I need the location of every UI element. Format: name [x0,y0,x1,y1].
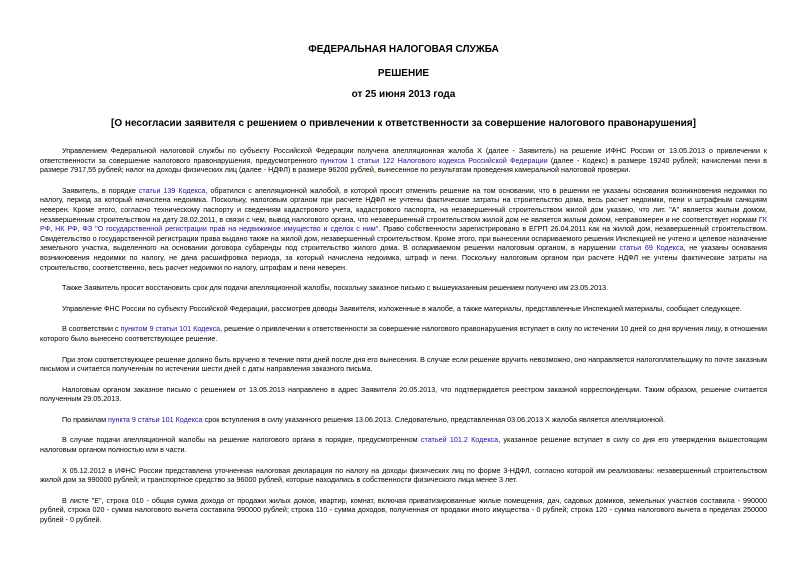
text-run: , решение о привлечении к ответственности за совершение налогового правонарушения вступает в силу по истечении 10 дней со дня вручения лицу, в отношении которого было вынесено соответствующее решение. [40,324,767,343]
text-run: В листе "Е", строка 010 - общая сумма дохода от продажи жилых домов, квартир, комнат, включая приватизированные жилые помещения, дач, садовых домиков, земельных участков составила - 990000 рублей, строка 020 - сумма налогового вычета составила 990000 рублей; строка 110 - сумма доходов, полученная от продажи иного имущества - 0 рублей; строка 120 - сумма налогового вычета в пределах 250000 рублей - 0 рублей. [40,495,767,525]
doc-subject: [О несогласии заявителя с решением о привлечении к ответственности за совершение налогового правонарушения] [111,118,696,129]
org-title: ФЕДЕРАЛЬНАЯ НАЛОГОВАЯ СЛУЖБА [308,44,499,55]
text-run: Управление ФНС России по субъекту Российской Федерации, рассмотрев доводы Заявителя, изложенные в жалобе, а также материалы, представленные Инспекцией материалы, сообщает следующее. [62,303,742,313]
paragraph-5 [40,324,767,343]
paragraph-2 [40,186,767,272]
text-run: срок вступления в силу указанного решения 13.06.2013. Следовательно, представленная 03.06.2013 Х жалоба является апелляционной. [202,414,666,424]
text-run: , [77,224,83,234]
text-run: В соответствии с [62,324,121,334]
text-run: Также Заявитель просит восстановить срок для подачи апелляционной жалобы, поскольку заказное письмо с вышеуказанным решением получено им 23.05.2013. [62,283,609,293]
link-gk-rf[interactable]: ГК РФ [40,214,767,234]
doc-date: от 25 июня 2013 года [351,89,456,100]
text-run: , обратился с апелляционной жалобой, в которой просит отменить решение на том основании, что в решении не указаны основания возникновения недоимки по налогу, период за который начислена недоимка. Поскольку, налоговым органом при расчете НДФЛ не учтены фактические затраты на строительство дома, весь расчет недоимки, пени и штрафным санкциям неверен. Кроме этого, согласно техническому паспорту и сведениям кадастрового учета, кадастрового паспорта, на незавершенный строительством жилой дом указано, что лит. "А" является жилым домом, незавершенным строительством на дату 28.02.2011, в связи с чем, вывод налогового органа, что незавершенный строительством жилой дом не является жилым домом, неправомерен и не соответствует нормам [40,185,767,224]
text-run: Управлением Федеральной налоговой службы по субъекту Российской Федерации получена апелляционная жалоба Х (далее - Заявитель) на решение ИФНС России от 13.05.2013 о привлечении к ответственности за совершение налогового правонарушения, предусмотренного [40,146,767,165]
paragraph-6 [40,355,767,374]
paragraph-10 [40,466,767,485]
link-article-101-p9[interactable]: пунктом 9 статьи 101 Кодекса [120,324,221,334]
doc-type: РЕШЕНИЕ [377,68,430,79]
text-run: (далее - Кодекс) в размере 19240 рублей; начислении пени в размере 7917,55 рублей; налог на доходы физических лиц (далее - НДФЛ) в размере 96200 рублей, вынесенное по результатам проведения камеральной налоговой проверки. [40,155,767,175]
text-run: Налоговым органом заказное письмо с решением от 13.05.2013 направлено в адрес Заявителя 20.05.2013, что подтверждается реестром заказной корреспонденции. Таким образом, решение считается полученным 29.05.2013. [40,384,767,404]
text-run: , [50,224,56,234]
paragraph-7 [40,385,767,404]
link-article-101-p9-b[interactable]: пункта 9 статьи 101 Кодекса [108,414,203,424]
document-body [40,146,767,536]
link-article-139[interactable]: статьи 139 Кодекса [138,185,206,195]
text-run: , указанное решение вступает в силу со дня его утверждения вышестоящим налоговым органом полностью или в части. [40,435,768,455]
paragraph-3 [40,283,767,293]
paragraph-1 [40,146,767,175]
text-run: . Право собственности зарегистрировано в ЕГРП 26.04.2011 как на жилой дом, незавершенный строительством. Свидетельство о государственной регистрации права выдано также на жилой дом, незавершенный строительством. Кроме этого, при вынесении оспариваемого решения Инспекцией не учтено и целевое назначение земельного участка, выделенного на основании договора субаренды под строительство жилого дома. В оспариваемом решении налоговым органом, в нарушении [40,224,768,253]
paragraph-11 [40,496,767,525]
text-run: При этом соответствующее решение должно быть вручено в течение пяти дней после дня его вынесения. В случае если решение вручить невозможно, оно направляется налогоплательщику по почте заказным письмом и считается полученным по истечении шести дней с даты направления заказного письма. [40,354,767,374]
link-article-101-2[interactable]: статьей 101.2 Кодекса [420,435,499,445]
text-run: Х 05.12.2012 в ИФНС России представлена уточненная налоговая декларация по налогу на доходы физических лиц по форме 3-НДФЛ, согласно которой им реализованы: незавершенный строительством жилой дом за 990000 рублей; и транспортное средство за 96000 рублей, которые находились в собственности физического лица менее 3 лет. [40,465,767,485]
text-run: По правилам [62,414,109,424]
paragraph-8 [40,415,767,425]
link-fz-registration[interactable]: ФЗ "О государственной регистрации прав на недвижимое имущество и сделок с ним" [82,224,379,234]
text-run: , не указаны основания возникновения недоимки по налогу, не дана расшифровка периода, за который начислена недоимка, штраф и пени. Поскольку налоговым органом при расчете НДФЛ не учтены фактические затраты на строительство, соответственно, весь расчет недоимки по налогу, штрафам и пени неверен. [40,243,767,272]
link-nk-rf[interactable]: НК РФ [55,224,78,234]
link-article-69[interactable]: статьи 69 Кодекса [619,243,684,253]
text-run: В случае подачи апелляционной жалобы на решение налогового органа в порядке, предусмотренном [62,435,421,445]
text-run: Заявитель, в порядке [62,185,139,195]
paragraph-9 [40,435,767,454]
link-article-122[interactable]: пунктом 1 статьи 122 Налогового кодекса Российской Федерации [320,155,548,165]
paragraph-4 [40,304,767,314]
